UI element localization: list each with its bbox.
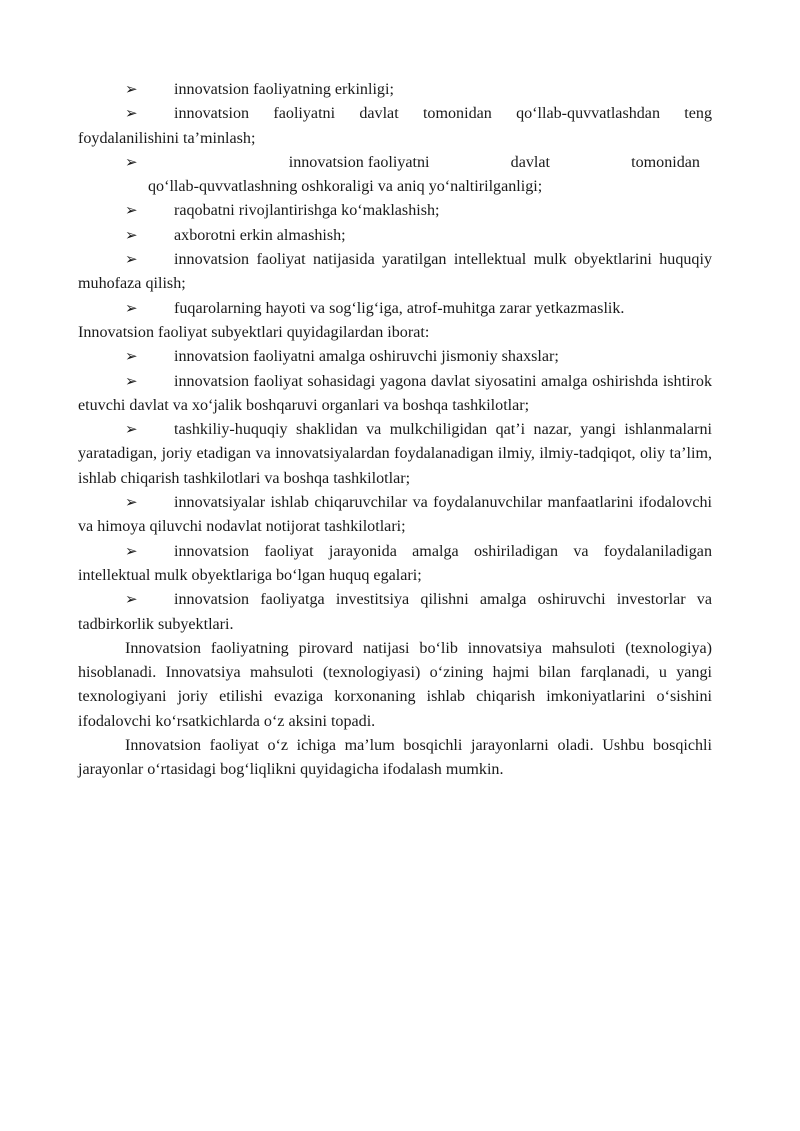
arrow-bullet-icon: ➢ xyxy=(125,592,138,609)
arrow-bullet-icon: ➢ xyxy=(125,300,138,317)
list-item xyxy=(78,102,712,151)
arrow-bullet-icon: ➢ xyxy=(125,106,138,123)
list-item-text: fuqarolarning hayoti va sog‘lig‘iga, atrof-muhitga zarar yetkazmaslik. xyxy=(174,299,625,317)
stages-paragraph: Innovatsion faoliyat o‘z ichiga ma’lum bosqichli jarayonlarni oladi. Ushbu bosqichli jarayonlar o‘rtasidagi bog‘liqlikni quyidagicha ifodalash mumkin. xyxy=(78,737,712,779)
list-item xyxy=(78,297,712,321)
list-item-text: tashkiliy-huquqiy shaklidan va mulkchiligidan qat’i nazar, yangi ishlanmalarni yaratadigan, joriy etadigan va innovatsiyalardan foydalanadigan ilmiy, ilmiy-tadqiqot, oliy ta’lim, ishlab chiqarish tashkilotlari va boshqa tashkilotlar; xyxy=(78,421,712,487)
subjects-list xyxy=(78,345,712,637)
subjects-intro: Innovatsion faoliyat subyektlari quyidagilardan iborat: xyxy=(78,323,430,341)
arrow-bullet-icon: ➢ xyxy=(125,227,138,244)
arrow-bullet-icon: ➢ xyxy=(125,154,138,171)
arrow-bullet-icon: ➢ xyxy=(125,495,138,512)
list-item-word: davlat xyxy=(510,153,550,171)
list-item-text: qo‘llab-quvvatlashning oshkoraligi va aniq yo‘naltirilganligi; xyxy=(148,178,543,196)
list-item xyxy=(78,199,712,223)
list-item-first-line xyxy=(125,151,700,175)
list-item-text: innovatsion faoliyat jarayonida amalga oshiriladigan va foydalaniladigan intellektual mulk obyektlariga bo‘lgan huquq egalari; xyxy=(78,542,712,584)
list-item xyxy=(78,491,712,540)
arrow-bullet-icon: ➢ xyxy=(125,82,138,98)
arrow-bullet-icon: ➢ xyxy=(125,543,138,560)
list-item xyxy=(78,345,712,369)
arrow-bullet-icon: ➢ xyxy=(125,373,138,390)
list-item-text: innovatsion faoliyatni amalga oshiruvchi jismoniy shaxslar; xyxy=(174,348,559,366)
arrow-bullet-icon: ➢ xyxy=(125,252,138,269)
arrow-bullet-icon: ➢ xyxy=(125,349,138,366)
list-item xyxy=(78,370,712,419)
list-item-text: raqobatni rivojlantirishga ko‘maklashish; xyxy=(174,202,440,220)
list-item-text: axborotni erkin almashish; xyxy=(174,226,346,244)
arrow-bullet-icon: ➢ xyxy=(125,203,138,220)
list-item xyxy=(78,588,712,637)
list-item-text: innovatsion faoliyatga investitsiya qilishni amalga oshiruvchi investorlar va tadbirkorlik subyektlari. xyxy=(78,591,712,633)
result-paragraph: Innovatsion faoliyatning pirovard natijasi bo‘lib innovatsiya mahsuloti (texnologiya) hisoblanadi. Innovatsiya mahsuloti (texnologiyasi) o‘zining hajmi bilan farqlanadi, u yangi texnologiyani joriy etilishi evaziga korxonaning ishlab chiqarish imkoniyatlarini o‘sishini ifodalovchi ko‘rsatkichlarda o‘z aksini topadi. xyxy=(78,639,712,730)
list-item xyxy=(78,418,712,491)
list-item-text: innovatsion faoliyat natijasida yaratilgan intellektual mulk obyektlarini huquqiy muhofaza qilish; xyxy=(78,251,712,293)
list-item xyxy=(78,540,712,589)
list-item xyxy=(78,224,712,248)
list-item-text: innovatsion faoliyatning erkinligi; xyxy=(174,81,394,98)
arrow-bullet-icon: ➢ xyxy=(125,422,138,439)
principles-list xyxy=(78,78,712,321)
list-item-text: innovatsiyalar ishlab chiqaruvchilar va foydalanuvchilar manfaatlarini ifodalovchi va himoya qiluvchi nodavlat notijorat tashkilotlari; xyxy=(78,494,712,536)
list-item-text: innovatsion faoliyatni davlat tomonidan qo‘llab-quvvatlashdan teng foydalanilishini ta’minlash; xyxy=(78,105,712,147)
list-item-word: tomonidan xyxy=(631,153,700,171)
list-item xyxy=(78,151,712,200)
list-item xyxy=(78,78,712,102)
list-item-word: innovatsion faoliyatni xyxy=(288,153,430,171)
list-item-text: innovatsion faoliyat sohasidagi yagona davlat siyosatini amalga oshirishda ishtirok etuvchi davlat va xo‘jalik boshqaruvi organlari va boshqa tashkilotlar; xyxy=(78,372,712,414)
list-item xyxy=(78,248,712,297)
